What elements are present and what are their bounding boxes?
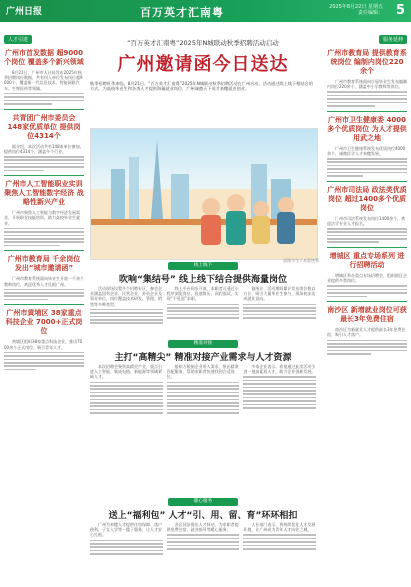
body-text: 人社部门表示，将持续优化人才发展环境，让广州成为青年人才向往之城。 xyxy=(243,522,316,533)
text-block xyxy=(90,364,316,416)
newspaper-logo: 广州日报 xyxy=(6,7,43,17)
section-badge: 人才引进 xyxy=(4,35,32,44)
editor-line: 责任编辑： xyxy=(357,10,383,16)
side-text: 增城区举办重点专场招聘会，组织辖区企业提供多类岗位。 xyxy=(327,273,407,284)
photo-caption: 插画学生 / 本版统筹 xyxy=(283,258,319,263)
side-text: 广州市卫生健康系统发布优质岗位4000余个，诚邀医学人才来穗发展。 xyxy=(327,145,406,156)
kicker: “百万英才汇南粤”2025年N城联动秋季招聘活动启动 xyxy=(127,39,279,47)
section-banner xyxy=(90,262,316,271)
body-lines xyxy=(327,340,407,355)
side-headline: 共青团广州市委员会 148家优质单位 提供岗位4314个 xyxy=(7,113,81,140)
subheadline: 送上“福利包” 人才“引、用、留、育”环环相扣 xyxy=(108,511,298,521)
body-lines xyxy=(327,158,407,177)
side-headline: 广州市卫生健康委 4000多个优质岗位 为人才提供用武之地 xyxy=(327,115,407,142)
side-headline: 南沙区 新增就业岗位可获 最长3年免费住宿 xyxy=(327,306,407,324)
body-text: 广州为来穗人才提供住房保障、落户便利、子女入学等一揽子服务，让人才安心扎根。 xyxy=(90,522,162,538)
side-text: 8月21日，广州市人社局发布2025年秋季招聘岗位数据，共有用人单位发布岗位超9000个，覆盖新一代信息技术、智能网联汽车、生物医药等领域。 xyxy=(4,70,83,91)
text-block xyxy=(90,286,316,326)
body-lines xyxy=(4,228,84,247)
section-banner xyxy=(90,498,316,507)
side-text: 广州市教育系统面向应届毕业生发布编制内岗位220余个，涵盖中小学教师等岗位。 xyxy=(327,79,407,90)
text-block xyxy=(90,522,316,557)
city-illustration xyxy=(91,129,317,259)
body-lines xyxy=(4,289,84,301)
section-title: 百万英才汇南粤 xyxy=(140,6,224,19)
body-lines xyxy=(4,352,84,371)
subheadline: 主打“高精尖” 精准对接产业需求与人才资源 xyxy=(114,353,292,363)
section-banner xyxy=(90,340,316,349)
side-headline: 广州市首发数据 超9000个岗位 覆盖多个新兴领域 xyxy=(4,49,84,66)
date-line: 2025年8月22日 星期五 xyxy=(329,4,383,10)
subheadline: 吹响“集结号” 线上线下结合提供海量岗位 xyxy=(119,275,287,285)
section-tag: 线上线下 xyxy=(168,262,238,270)
lead-paragraph: 秋季招聘旺季来临，8月21日，“百万英才汇南粤”2025年N城联动秋季招聘活动在广州启动。活动通过线上线下相结合的方式，为高校毕业生和各类人才提供海量就业岗位，广州诚邀天下英才来穗就业创业。 xyxy=(90,81,313,92)
side-headline: 增城区 重点专场系列 进行招聘活动 xyxy=(329,252,405,270)
body-text: 据统计，活动期间累计发布岗位数以万计，吸引大量毕业生参与，现场初步达成就业意向。 xyxy=(243,286,316,302)
right-column xyxy=(327,26,407,357)
section-tag: 精准对接 xyxy=(168,340,238,348)
date-block xyxy=(329,4,383,16)
section-tag: 暖心服务 xyxy=(168,498,238,506)
body-lines xyxy=(327,91,407,106)
illustration xyxy=(90,128,318,260)
body-lines xyxy=(327,228,407,243)
main-headline: 广州邀请函今日送达 xyxy=(117,54,289,75)
body-text: 本次招聘会聚焦高精尖产业，重点引进人工智能、集成电路、新能源等领域紧缺人才。 xyxy=(90,364,162,380)
body-text: 活动现场设置多个招聘专区，参会企业涵盖国有企业、民营企业、外资企业及事业单位，岗位覆盖技术研发、管理、销售等多种类型。 xyxy=(90,286,162,307)
masthead xyxy=(0,0,411,22)
side-headline: 广州市教育局 提供教育系统岗位 编制内岗位220余个 xyxy=(327,49,407,75)
side-headline: 广州市教育局 千余岗位 发出“城市邀请函” xyxy=(7,255,81,273)
side-text: 南沙区为新就业人才提供最长3年免费住宿，吸引人才落户。 xyxy=(327,327,406,338)
page-number: 5 xyxy=(395,3,405,18)
body-text: 多家企业表示，希望通过此次活动引进一批高素质人才，助力企业创新发展。 xyxy=(243,364,316,375)
body-text: 各区同步推出人才驿站，为求职者提供免费住宿、就业指导等暖心服务。 xyxy=(166,522,239,533)
side-headline: 广州市司法局 政法类优质岗位 超过1400多个优质岗位 xyxy=(327,185,407,212)
body-lines xyxy=(4,93,84,105)
body-text: 线上平台同步开放，求职者可通过小程序浏览岗位、投递简历、预约面试，实现“不见面”求职。 xyxy=(166,286,239,302)
side-text: 据介绍，本次活动共有148家单位参加，提供岗位4314个，涵盖多个行业。 xyxy=(4,143,84,154)
side-headline: 广州市黄埔区 38家重点科技企业 7000+正式岗位 xyxy=(5,309,83,336)
left-column xyxy=(4,26,84,372)
side-text: 广州市聚焦人工智能与数字经济发展需求，开展职业技能培训，助力高校毕业生就业。 xyxy=(4,210,80,226)
body-text: 组织方根据企业用人需求，推出精准匹配服务，帮助求职者快速找到合适岗位。 xyxy=(166,364,239,380)
lead-story xyxy=(90,26,316,92)
body-lines xyxy=(4,156,84,171)
side-text: 广州市教育系统面向毕业生开放一千余个教师岗位，欢迎优秀人才扎根广州。 xyxy=(4,276,84,287)
section-badge: 服务延伸 xyxy=(379,35,407,44)
side-text: 黄埔区组织38家重点科技企业，推出7000余个正式岗位，吸引青年人才。 xyxy=(4,339,83,350)
body-lines xyxy=(327,285,407,297)
side-headline: 广州市人工智能职业实训 聚焦人工智能数字经济 战略性新兴产业 xyxy=(4,180,84,207)
side-text: 广州市司法系统发布岗位1400余个，欢迎法学专业人才报名。 xyxy=(327,215,406,226)
